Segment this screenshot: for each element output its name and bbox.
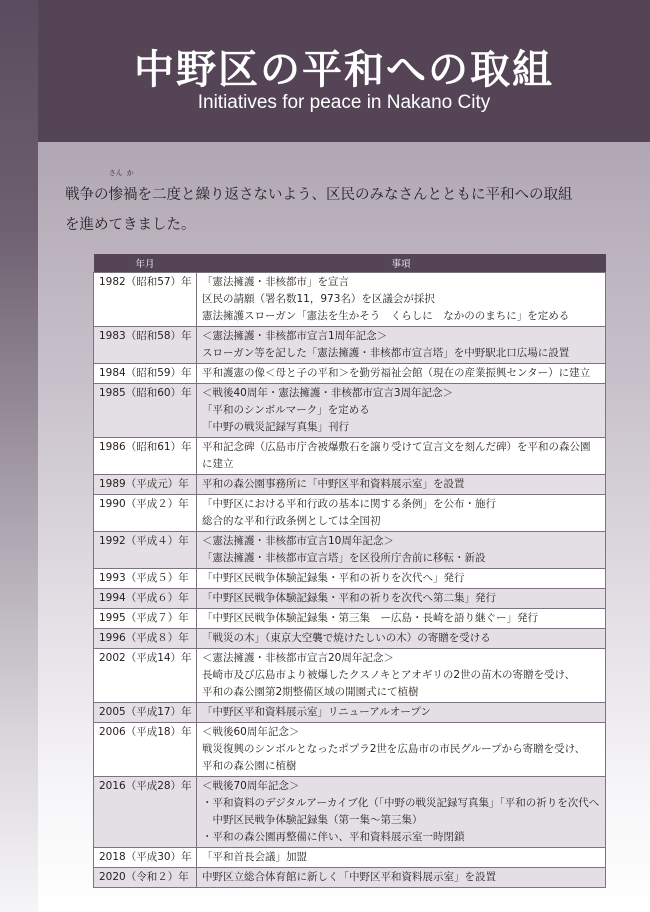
intro-line-1-start: 戦争の (65, 187, 109, 203)
event-line: 「中野区民戦争体験記録集・平和の祈りを次代へ第二集」発行 (202, 592, 496, 604)
event-line: ＜戦後40周年・憲法擁護・非核都市宣言3周年記念＞ (202, 387, 454, 399)
header-year: 年月 (94, 254, 197, 273)
ruby-san-base: 惨 (108, 187, 123, 203)
table-row (94, 589, 606, 609)
year-cell: 1995（平成７）年 (94, 609, 197, 629)
event-line: ・平和の森公園再整備に伴い、平和資料展示室一時閉鎖 (202, 831, 465, 843)
ruby-ka-base: 禍 (123, 187, 138, 203)
event-line: 「中野の戦災記録写真集」刊行 (202, 421, 349, 433)
year-cell: 1986（昭和61）年 (94, 438, 197, 475)
ruby-san-reading: さん (108, 169, 123, 177)
page-title: 中野区の平和への取組 (134, 47, 554, 93)
event-cell (197, 609, 606, 629)
event-line: 「中野区平和資料展示室」リニューアルオープン (202, 706, 431, 718)
history-table-body (94, 273, 606, 888)
event-line: 「憲法擁護・非核都市宣言塔」を区役所庁舎前に移転・新設 (202, 552, 486, 564)
event-line: に建立 (202, 458, 234, 470)
intro-text (65, 169, 585, 240)
event-line: 長崎市及び広島市より被爆したクスノキとアオギリの2世の苗木の寄贈を受け、 (202, 669, 576, 681)
event-cell (197, 438, 606, 475)
event-line: 総合的な平和行政条例としては全国初 (202, 515, 381, 527)
table-row (94, 532, 606, 569)
year-cell: 2016（平成28）年 (94, 777, 197, 848)
table-row (94, 364, 606, 384)
event-cell (197, 532, 606, 569)
event-line: 平和の森公園第2期整備区域の開園式にて植樹 (202, 686, 419, 698)
sidebar-band (0, 0, 38, 912)
year-cell: 2018（平成30）年 (94, 848, 197, 868)
event-cell (197, 475, 606, 495)
event-line: 平和の森公園事務所に「中野区平和資料展示室」を設置 (202, 478, 465, 490)
table-row (94, 273, 606, 327)
table-row (94, 703, 606, 723)
table-row (94, 723, 606, 777)
event-cell (197, 703, 606, 723)
event-cell (197, 868, 606, 888)
intro-line-1-end: を二度と繰り返さないよう、区民のみなさんとともに平和への取組 (137, 187, 573, 203)
event-line: ＜憲法擁護・非核都市宣言10周年記念＞ (202, 535, 394, 547)
table-row (94, 629, 606, 649)
year-cell: 1993（平成５）年 (94, 569, 197, 589)
table-row (94, 569, 606, 589)
event-line: 「平和首長会議」加盟 (202, 851, 307, 863)
year-cell: 2020（令和２）年 (94, 868, 197, 888)
year-cell: 1982（昭和57）年 (94, 273, 197, 327)
year-cell: 2002（平成14）年 (94, 649, 197, 703)
table-row (94, 868, 606, 888)
event-line: ・平和資料のデジタルアーカイブ化（「中野の戦災記録写真集」「平和の祈りを次代へ (202, 797, 600, 809)
year-cell: 1983（昭和58）年 (94, 327, 197, 364)
event-line: ＜憲法擁護・非核都市宣言1周年記念＞ (202, 330, 388, 342)
history-table (93, 254, 606, 888)
table-row (94, 438, 606, 475)
event-cell (197, 364, 606, 384)
event-line: 「平和のシンボルマーク」を定める (202, 404, 370, 416)
event-cell (197, 777, 606, 848)
event-cell (197, 384, 606, 438)
event-line: 平和の森公園に植樹 (202, 760, 297, 772)
event-cell (197, 273, 606, 327)
event-cell (197, 649, 606, 703)
table-row (94, 609, 606, 629)
event-line: 中野区民戦争体験記録集（第一集～第三集） (202, 814, 423, 826)
page-subtitle: Initiatives for peace in Nakano City (197, 92, 491, 113)
table-row (94, 327, 606, 364)
event-line: 「戦災の木」（東京大空襲で焼けたしいの木）の寄贈を受ける (202, 632, 491, 644)
table-row (94, 495, 606, 532)
event-line: 「憲法擁護・非核都市」を宣言 (202, 276, 349, 288)
year-cell: 2006（平成18）年 (94, 723, 197, 777)
event-cell (197, 569, 606, 589)
event-line: 中野区立総合体育館に新しく「中野区平和資料展示室」を設置 (202, 871, 496, 883)
event-cell (197, 629, 606, 649)
table-row (94, 649, 606, 703)
intro-line-1 (65, 169, 585, 210)
event-line: ＜戦後60周年記念＞ (202, 726, 300, 738)
year-cell: 1984（昭和59）年 (94, 364, 197, 384)
year-cell: 1990（平成２）年 (94, 495, 197, 532)
event-line: 憲法擁護スローガン「憲法を生かそう くらしに なかののまちに」を定める (202, 310, 570, 322)
header-event: 事項 (197, 254, 606, 273)
year-cell: 1989（平成元）年 (94, 475, 197, 495)
year-cell: 2005（平成17）年 (94, 703, 197, 723)
table-row (94, 384, 606, 438)
event-line: 平和護憲の像＜母と子の平和＞を勤労福祉会館（現在の産業振興センター）に建立 (202, 367, 591, 379)
year-cell: 1985（昭和60）年 (94, 384, 197, 438)
ruby-ka-reading: か (126, 169, 134, 177)
event-cell (197, 495, 606, 532)
ruby-ka (123, 169, 138, 210)
event-line: 平和記念碑（広島市庁舎被爆敷石を譲り受けて宣言文を刻んだ碑）を平和の森公園 (202, 441, 591, 453)
table-row (94, 475, 606, 495)
event-line: 「中野区民戦争体験記録集・第三集 ー広島・長崎を語り継ぐー」発行 (202, 612, 538, 624)
event-cell (197, 848, 606, 868)
year-cell: 1992（平成４）年 (94, 532, 197, 569)
year-cell: 1996（平成８）年 (94, 629, 197, 649)
event-line: ＜憲法擁護・非核都市宣言20周年記念＞ (202, 652, 394, 664)
event-line: 「中野区民戦争体験記録集・平和の祈りを次代へ」発行 (202, 572, 465, 584)
table-row (94, 777, 606, 848)
event-line: 「中野区における平和行政の基本に関する条例」を公布・施行 (202, 498, 496, 510)
ruby-san (108, 169, 124, 210)
event-cell (197, 327, 606, 364)
event-line: 戦災復興のシンボルとなったポプラ2世を広島市の市民グループから寄贈を受け、 (202, 743, 586, 755)
event-line: スローガン等を記した「憲法擁護・非核都市宣言塔」を中野駅北口広場に設置 (202, 347, 570, 359)
page-header (38, 0, 650, 142)
table-row (94, 848, 606, 868)
event-line: ＜戦後70周年記念＞ (202, 780, 300, 792)
year-cell: 1994（平成６）年 (94, 589, 197, 609)
event-cell (197, 723, 606, 777)
table-header-row (94, 254, 606, 273)
event-cell (197, 589, 606, 609)
event-line: 区民の請願（署名数11，973名）を区議会が採択 (202, 293, 435, 305)
intro-line-2: を進めてきました。 (65, 217, 196, 233)
